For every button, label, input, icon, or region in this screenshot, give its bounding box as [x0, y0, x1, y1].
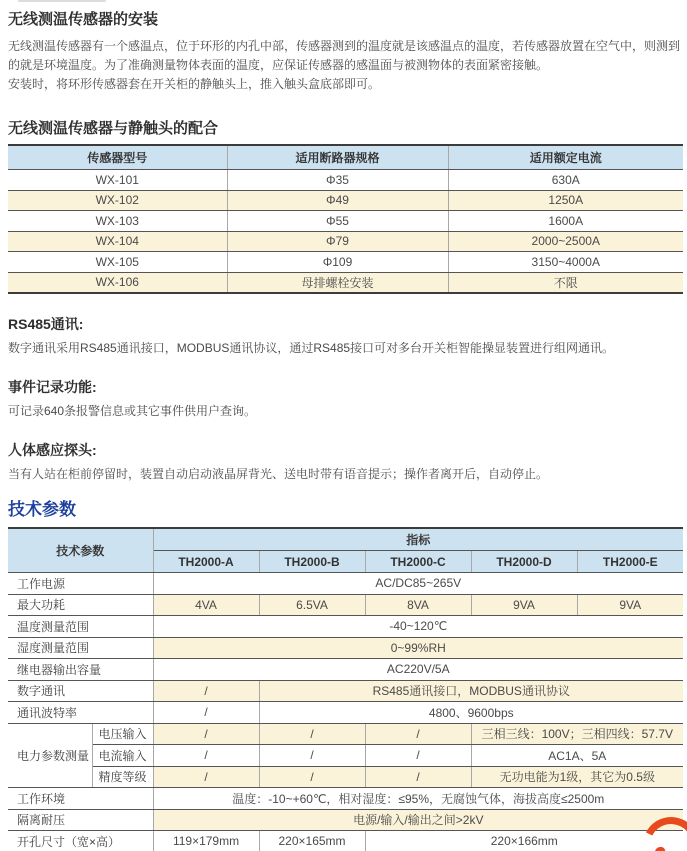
tech-specs-table — [8, 527, 683, 851]
cell-na: / — [259, 766, 365, 788]
cell-value: 9VA — [577, 594, 683, 616]
cell-na: / — [365, 766, 471, 788]
cell-value: 0~99%RH — [153, 637, 683, 659]
table-row — [8, 190, 683, 211]
cell-value: 4800、9600bps — [259, 702, 683, 724]
col-header-model-d: TH2000-D — [471, 551, 577, 573]
cell-spec: 母排螺栓安装 — [227, 272, 448, 293]
section-title-event-log: 事件记录功能: — [8, 379, 97, 395]
row-label: 继电器输出容量 — [8, 659, 153, 681]
cell-na: / — [259, 723, 365, 745]
table-row — [8, 231, 683, 252]
cell-current: 3150~4000A — [448, 252, 683, 273]
event-log-body: 可记录640条报警信息或其它事件供用户查询。 — [8, 404, 257, 418]
cell-na: / — [153, 723, 259, 745]
col-header-breaker-spec: 适用断路器规格 — [227, 145, 448, 170]
table-row-max-power — [8, 594, 683, 616]
install-paragraph-1: 无线测温传感器有一个感温点，位于环形的内孔中部，传感器测到的温度就是该感温点的温度，若传感器放置在空气中，则测到的就是环境温度。为了准确测量物体表面的温度，应保证传感器的感温面与被测物体的表面紧密接触。 — [8, 39, 681, 72]
col-header-model-a: TH2000-A — [153, 551, 259, 573]
cell-model: WX-104 — [8, 231, 227, 252]
col-header-sensor-model: 传感器型号 — [8, 145, 227, 170]
cell-spec: Φ35 — [227, 170, 448, 191]
cell-na: / — [365, 723, 471, 745]
table-row-digital-comm — [8, 680, 683, 702]
sub-row-label: 电流输入 — [92, 745, 153, 767]
col-header-model-c: TH2000-C — [365, 551, 471, 573]
section-title-rs485: RS485通讯: — [8, 316, 84, 332]
cell-na: / — [259, 745, 365, 767]
cell-value: 无功电能为1级，其它为0.5级 — [471, 766, 683, 788]
cell-na: / — [153, 745, 259, 767]
table-row-power-supply — [8, 573, 683, 595]
table-row — [8, 272, 683, 293]
table-row-cutout-size — [8, 831, 683, 851]
section-title-tech-params: 技术参数 — [8, 500, 76, 519]
cell-value: 9VA — [471, 594, 577, 616]
cell-value: AC220V/5A — [153, 659, 683, 681]
cell-value: 6.5VA — [259, 594, 365, 616]
cell-spec: Φ55 — [227, 211, 448, 232]
cell-value: AC1A、5A — [471, 745, 683, 767]
cell-value: 119×179mm — [153, 831, 259, 851]
table-row-insulation — [8, 809, 683, 831]
table-row-baud-rate — [8, 702, 683, 724]
cell-model: WX-101 — [8, 170, 227, 191]
cell-na: / — [153, 680, 259, 702]
row-label: 工作环境 — [8, 788, 153, 810]
row-label: 通讯波特率 — [8, 702, 153, 724]
corner-header-tech-params: 技术参数 — [8, 528, 153, 573]
cell-na: / — [365, 745, 471, 767]
cell-value: -40~120℃ — [153, 616, 683, 638]
col-header-rated-current: 适用额定电流 — [448, 145, 683, 170]
row-label: 最大功耗 — [8, 594, 153, 616]
section-title-match: 无线测温传感器与静触头的配合 — [8, 120, 219, 137]
cell-current: 1250A — [448, 190, 683, 211]
cell-value: AC/DC85~265V — [153, 573, 683, 595]
cell-na: / — [153, 702, 259, 724]
col-header-model-e: TH2000-E — [577, 551, 683, 573]
table-row — [8, 211, 683, 232]
cell-value: 220×165mm — [259, 831, 365, 851]
cell-spec: Φ79 — [227, 231, 448, 252]
row-label: 数字通讯 — [8, 680, 153, 702]
row-label: 隔离耐压 — [8, 809, 153, 831]
cell-value: RS485通讯接口，MODBUS通讯协议 — [259, 680, 683, 702]
cell-value: 8VA — [365, 594, 471, 616]
table-row-work-env — [8, 788, 683, 810]
cell-current: 1600A — [448, 211, 683, 232]
table-row-temp-range — [8, 616, 683, 638]
install-paragraph-2: 安装时，将环形传感器套在开关柜的静触头上，推入触头盒底部即可。 — [8, 77, 381, 91]
cell-current: 不限 — [448, 272, 683, 293]
cell-model: WX-102 — [8, 190, 227, 211]
cropped-text-fragment — [18, 0, 106, 2]
cell-value: 电源/输入/输出之间>2kV — [153, 809, 683, 831]
table-header-row — [8, 528, 683, 551]
rs485-body: 数字通讯采用RS485通讯接口，MODBUS通讯协议，通过RS485接口可对多台开关柜智能操显装置进行组网通讯。 — [8, 341, 615, 355]
group-header-index: 指标 — [153, 528, 683, 551]
cell-na: / — [153, 766, 259, 788]
cell-spec: Φ109 — [227, 252, 448, 273]
row-label: 温度测量范围 — [8, 616, 153, 638]
section-title-human-sensor: 人体感应探头: — [8, 442, 97, 458]
cell-current: 630A — [448, 170, 683, 191]
section-title-install: 无线测温传感器的安装 — [8, 11, 159, 28]
cell-value: 温度：-10~+60℃，相对湿度：≤95%，无腐蚀气体，海拔高度≤2500m — [153, 788, 683, 810]
sub-row-label: 电压输入 — [92, 723, 153, 745]
cell-current: 2000~2500A — [448, 231, 683, 252]
cell-model: WX-105 — [8, 252, 227, 273]
table-row — [8, 170, 683, 191]
table-header-row — [8, 145, 683, 170]
row-label: 工作电源 — [8, 573, 153, 595]
sub-row-label: 精度等级 — [92, 766, 153, 788]
table-row-current-input — [8, 745, 683, 767]
table-row — [8, 252, 683, 273]
cell-value: 220×166mm — [365, 831, 683, 851]
row-label: 开孔尺寸（宽×高） — [8, 831, 153, 851]
row-label: 湿度测量范围 — [8, 637, 153, 659]
table-row-relay-output — [8, 659, 683, 681]
cell-model: WX-106 — [8, 272, 227, 293]
cell-model: WX-103 — [8, 211, 227, 232]
human-sensor-body: 当有人站在柜前停留时，装置自动启动液晶屏背光、送电时带有语音提示；操作者离开后，自动停止。 — [8, 467, 549, 481]
row-group-label: 电力参数测量 — [8, 723, 92, 788]
cell-spec: Φ49 — [227, 190, 448, 211]
table-row-accuracy-class — [8, 766, 683, 788]
col-header-model-b: TH2000-B — [259, 551, 365, 573]
table-row-voltage-input — [8, 723, 683, 745]
sensor-match-table — [8, 144, 683, 294]
cell-value: 三相三线：100V；三相四线：57.7V — [471, 723, 683, 745]
table-row-humidity-range — [8, 637, 683, 659]
cell-value: 4VA — [153, 594, 259, 616]
